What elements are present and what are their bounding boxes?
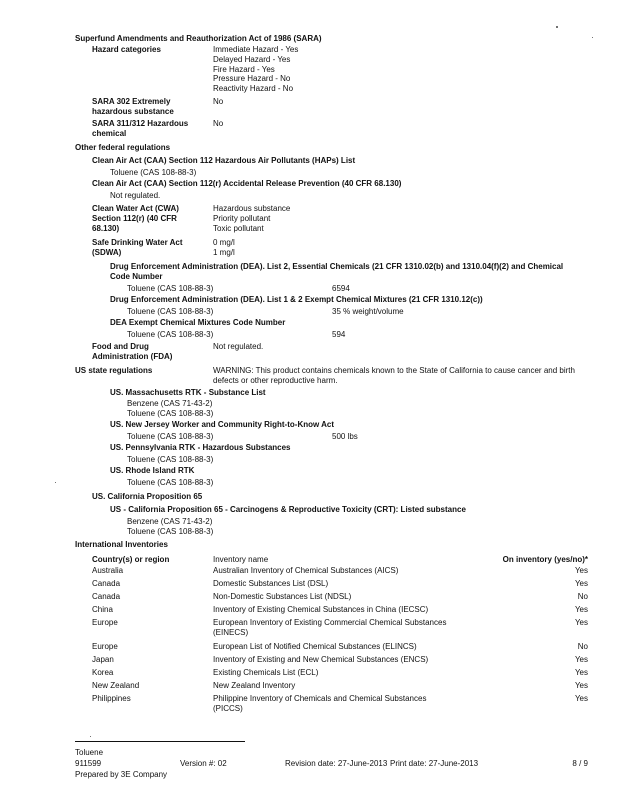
inventory-status: Yes [574,668,588,677]
footer-rule [75,741,245,742]
cwa-value: Toxic pollutant [213,224,264,233]
state-heading: US state regulations [75,366,153,375]
sara-311-value: No [213,119,224,128]
dea-list2-item: Toluene (CAS 108-88-3) [127,284,214,293]
footer-product: Toluene [75,748,104,757]
ca65-sub-heading: US - California Proposition 65 - Carcinogens & Reproductive Toxicity (CRT): Listed substance [110,505,466,514]
fda-label: Food and Drug Administration (FDA) [92,342,173,361]
inventory-name: Inventory of Existing and New Chemical Substances (ENCS) [213,655,429,664]
ma-rtk-item: Benzene (CAS 71-43-2) [127,399,213,408]
sara-heading: Superfund Amendments and Reauthorization Act of 1986 (SARA) [75,34,322,43]
dea-code-value: 594 [332,330,346,339]
inventory-status: Yes [574,655,588,664]
inventory-country: Europe [92,642,118,651]
inventory-status: Yes [574,605,588,614]
ma-rtk-item: Toluene (CAS 108-88-3) [127,409,214,418]
inventory-country: China [92,605,113,614]
inventory-name: Non-Domestic Substances List (NDSL) [213,592,352,601]
footer-print-date: Print date: 27-June-2013 [390,759,479,768]
cwa-label: Clean Water Act (CWA) Section 112(r) (40 CFR 68.130) [92,204,179,233]
sara-311-label: SARA 311/312 Hazardous chemical [92,119,189,138]
footer-prepared-by: Prepared by 3E Company [75,770,168,779]
inventory-status: Yes [574,566,588,575]
footer-version: Version #: 02 [180,759,227,768]
dea-code-item: Toluene (CAS 108-88-3) [127,330,214,339]
inventory-name: Domestic Substances List (DSL) [213,579,329,588]
dea-list2-value: 6594 [332,284,350,293]
sdwa-value: 1 mg/l [213,248,235,257]
ri-rtk-heading: US. Rhode Island RTK [110,466,195,475]
ma-rtk-heading: US. Massachusetts RTK - Substance List [110,388,266,397]
caa-112r-heading: Clean Air Act (CAA) Section 112(r) Accidental Release Prevention (40 CFR 68.130) [92,179,402,188]
footer-page-number: 8 / 9 [572,759,588,768]
pa-rtk-item: Toluene (CAS 108-88-3) [127,455,214,464]
ca65-item: Toluene (CAS 108-88-3) [127,527,214,536]
hazard-item: Fire Hazard - Yes [213,65,275,74]
federal-heading: Other federal regulations [75,143,171,152]
inventory-country: Australia [92,566,124,575]
hazard-categories-label: Hazard categories [92,45,161,54]
inventory-country: Canada [92,579,121,588]
hazard-item: Delayed Hazard - Yes [213,55,291,64]
inventory-name: Inventory of Existing Chemical Substances in China (IECSC) [213,605,429,614]
inventory-name: Philippine Inventory of Chemicals and Chemical Substances (PICCS) [213,694,427,713]
hazard-item: Pressure Hazard - No [213,74,291,83]
fda-value: Not regulated. [213,342,264,351]
inventory-country: Canada [92,592,121,601]
dea-exempt-item: Toluene (CAS 108-88-3) [127,307,214,316]
inventory-status: Yes [574,694,588,703]
inventory-name: Australian Inventory of Chemical Substances (AICS) [213,566,399,575]
inventory-status: No [577,592,588,601]
caa-112-heading: Clean Air Act (CAA) Section 112 Hazardous Air Pollutants (HAPs) List [92,156,356,165]
inventory-country: Europe [92,618,118,627]
sdwa-label: Safe Drinking Water Act (SDWA) [92,238,183,257]
inventory-status: No [577,642,588,651]
footer-revision-date: Revision date: 27-June-2013 [285,759,388,768]
ca65-heading: US. California Proposition 65 [92,492,203,501]
dea-code-heading: DEA Exempt Chemical Mixtures Code Number [110,318,286,327]
cwa-value: Priority pollutant [213,214,271,223]
scan-speck [556,26,558,28]
sdwa-value: 0 mg/l [213,238,235,247]
inventory-status: Yes [574,618,588,627]
sara-302-value: No [213,97,224,106]
scan-speck [592,37,593,38]
caa-112-item: Toluene (CAS 108-88-3) [110,168,197,177]
col-header-country: Country(s) or region [92,555,170,564]
col-header-inventory: Inventory name [213,555,269,564]
pa-rtk-heading: US. Pennsylvania RTK - Hazardous Substances [110,443,291,452]
dea-exempt-value: 35 % weight/volume [332,307,404,316]
nj-rtk-heading: US. New Jersey Worker and Community Right-to-Know Act [110,420,335,429]
prop65-warning: WARNING: This product contains chemicals known to the State of California to cause cancer and birth defects or other reproductive harm. [213,366,575,385]
hazard-item: Immediate Hazard - Yes [213,45,299,54]
inventory-country: New Zealand [92,681,140,690]
nj-rtk-value: 500 lbs [332,432,358,441]
inventory-country: Korea [92,668,114,677]
scan-speck [90,736,91,737]
ri-rtk-item: Toluene (CAS 108-88-3) [127,478,214,487]
inventory-status: Yes [574,579,588,588]
inventories-heading: International Inventories [75,540,168,549]
footer-doc-id: 911599 [75,759,102,768]
scan-speck [55,482,56,483]
inventory-country: Japan [92,655,114,664]
dea-list2-heading: Drug Enforcement Administration (DEA). List 2, Essential Chemicals (21 CFR 1310.02(b) and 1310.04(f)(2) and Chemical Code Number [110,262,564,281]
ca65-item: Benzene (CAS 71-43-2) [127,517,213,526]
inventory-name: Existing Chemicals List (ECL) [213,668,319,677]
inventory-name: European List of Notified Chemical Substances (ELINCS) [213,642,417,651]
inventory-country: Philippines [92,694,131,703]
col-header-on-inventory: On inventory (yes/no)* [502,555,588,564]
caa-112r-item: Not regulated. [110,191,161,200]
sara-302-label: SARA 302 Extremely hazardous substance [92,97,174,116]
nj-rtk-item: Toluene (CAS 108-88-3) [127,432,214,441]
dea-exempt-heading: Drug Enforcement Administration (DEA). List 1 & 2 Exempt Chemical Mixtures (21 CFR 1310.12(c)) [110,295,483,304]
inventory-status: Yes [574,681,588,690]
cwa-value: Hazardous substance [213,204,291,213]
inventory-name: New Zealand Inventory [213,681,296,690]
hazard-item: Reactivity Hazard - No [213,84,294,93]
inventory-name: European Inventory of Existing Commercial Chemical Substances (EINECS) [213,618,447,637]
